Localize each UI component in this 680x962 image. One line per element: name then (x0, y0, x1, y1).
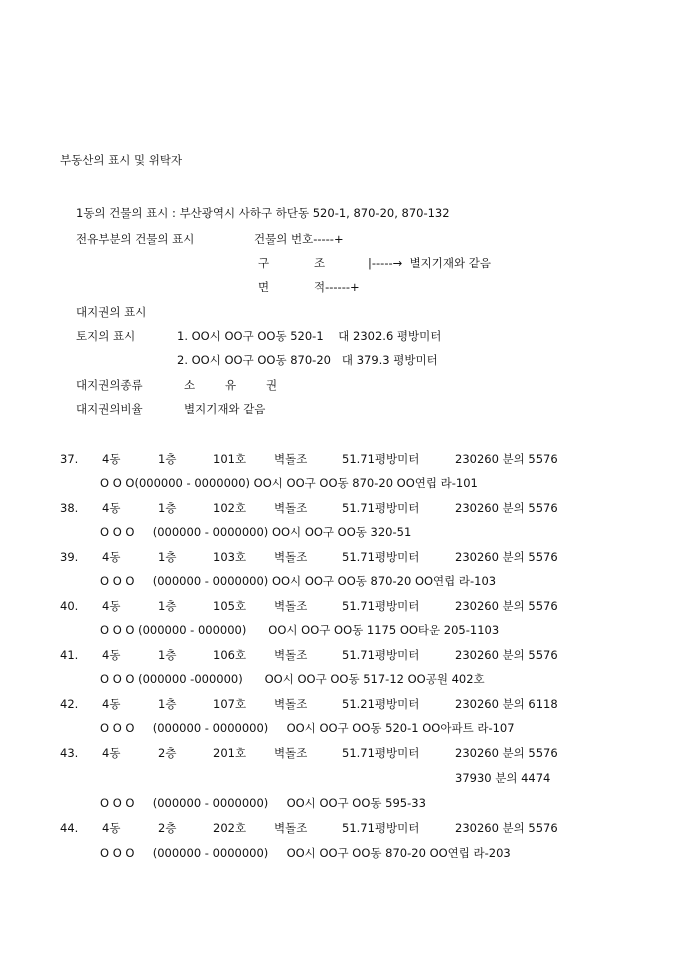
entry-owner: O O O (000000 - 0000000) OO시 OO구 OO동 320-51 (100, 525, 412, 539)
entry-share-secondary: 37930 분의 4474 (455, 771, 551, 785)
land-right-kind-char: 권 (266, 378, 278, 392)
entry-floor: 1층 (158, 452, 177, 466)
land-item: 2. OO시 OO구 OO동 870-20 대 379.3 평방미터 (177, 353, 438, 367)
entry-unit: 101호 (213, 452, 247, 466)
entry-share: 230260 분의 5576 (455, 501, 558, 515)
entry-area: 51.71평방미터 (342, 550, 420, 564)
entry-floor: 1층 (158, 501, 177, 515)
entry-owner: O O O (000000 - 000000) OO시 OO구 OO동 1175 OO타운 205-1103 (100, 623, 500, 637)
entry-structure: 벽돌조 (274, 550, 308, 564)
land-right-heading: 대지권의 표시 (76, 305, 147, 319)
entry-row (0, 501, 680, 515)
entry-unit: 102호 (213, 501, 247, 515)
entry-share: 230260 분의 5576 (455, 599, 558, 613)
entry-row (0, 550, 680, 564)
structure-label: 구 (258, 256, 270, 270)
entry-unit: 105호 (213, 599, 247, 613)
land-item: 1. OO시 OO구 OO동 520-1 대 2302.6 평방미터 (177, 329, 442, 343)
entry-dong: 4동 (102, 452, 121, 466)
entry-area: 51.71평방미터 (342, 648, 420, 662)
entry-number: 44. (60, 821, 79, 835)
entry-row (0, 697, 680, 711)
area-line: 적------+ (314, 280, 360, 294)
land-right-ratio-label: 대지권의비율 (76, 402, 143, 416)
land-right-kind-char: 유 (225, 378, 237, 392)
entry-dong: 4동 (102, 501, 121, 515)
entry-area: 51.71평방미터 (342, 746, 420, 760)
entry-row (0, 452, 680, 466)
entry-owner: O O O (000000 - 0000000) OO시 OO구 OO동 870-20 OO연립 라-103 (100, 574, 497, 588)
entry-dong: 4동 (102, 746, 121, 760)
section-title: 부동산의 표시 및 위탁자 (60, 153, 183, 167)
entry-floor: 1층 (158, 599, 177, 613)
structure-line: |-----→ 별지기재와 같음 (368, 256, 491, 270)
entry-floor: 2층 (158, 821, 177, 835)
entry-floor: 1층 (158, 648, 177, 662)
entry-owner: O O O (000000 - 0000000) OO시 OO구 OO동 520-1 OO아파트 라-107 (100, 721, 515, 735)
entry-dong: 4동 (102, 599, 121, 613)
entry-area: 51.71평방미터 (342, 501, 420, 515)
entry-number: 40. (60, 599, 79, 613)
entry-number: 37. (60, 452, 79, 466)
entry-owner: O O O (000000 - 0000000) OO시 OO구 OO동 870-20 OO연립 라-203 (100, 846, 511, 860)
entry-structure: 벽돌조 (274, 599, 308, 613)
entry-structure: 벽돌조 (274, 648, 308, 662)
entry-floor: 1층 (158, 697, 177, 711)
entry-owner: O O O (000000 - 0000000) OO시 OO구 OO동 595-33 (100, 796, 426, 810)
building-number-line: 건물의 번호-----+ (254, 232, 344, 246)
entry-row (0, 746, 680, 760)
entry-unit: 107호 (213, 697, 247, 711)
entry-row (0, 599, 680, 613)
entry-structure: 벽돌조 (274, 501, 308, 515)
entry-area: 51.71평방미터 (342, 599, 420, 613)
entry-share: 230260 분의 5576 (455, 821, 558, 835)
entry-dong: 4동 (102, 821, 121, 835)
entry-owner: O O O (000000 -000000) OO시 OO구 OO동 517-12 OO공원 402호 (100, 672, 485, 686)
land-right-kind-char: 소 (184, 378, 196, 392)
exclusive-label: 전유부분의 건물의 표시 (76, 232, 195, 246)
entry-floor: 2층 (158, 746, 177, 760)
entry-unit: 202호 (213, 821, 247, 835)
entry-share: 230260 분의 5576 (455, 452, 558, 466)
entry-structure: 벽돌조 (274, 821, 308, 835)
entry-share: 230260 분의 6118 (455, 697, 558, 711)
entry-number: 42. (60, 697, 79, 711)
entry-area: 51.71평방미터 (342, 452, 420, 466)
entry-share: 230260 분의 5576 (455, 648, 558, 662)
entry-number: 38. (60, 501, 79, 515)
entry-unit: 106호 (213, 648, 247, 662)
entry-owner: O O O(000000 - 0000000) OO시 OO구 OO동 870-20 OO연립 라-101 (100, 476, 478, 490)
land-right-kind-label: 대지권의종류 (76, 378, 143, 392)
entry-dong: 4동 (102, 648, 121, 662)
land-right-ratio-value: 별지기재와 같음 (184, 402, 266, 416)
entry-structure: 벽돌조 (274, 452, 308, 466)
entry-dong: 4동 (102, 550, 121, 564)
entry-share: 230260 분의 5576 (455, 550, 558, 564)
entry-area: 51.71평방미터 (342, 821, 420, 835)
structure-char: 조 (314, 256, 326, 270)
entry-number: 41. (60, 648, 79, 662)
entry-dong: 4동 (102, 697, 121, 711)
area-label: 면 (258, 280, 270, 294)
entry-number: 39. (60, 550, 79, 564)
entry-floor: 1층 (158, 550, 177, 564)
entry-unit: 103호 (213, 550, 247, 564)
entry-share: 230260 분의 5576 (455, 746, 558, 760)
building-line: 1동의 건물의 표시 : 부산광역시 사하구 하단동 520-1, 870-20, 870-132 (76, 206, 450, 220)
entry-unit: 201호 (213, 746, 247, 760)
land-label: 토지의 표시 (76, 329, 136, 343)
entry-area: 51.21평방미터 (342, 697, 420, 711)
entry-structure: 벽돌조 (274, 746, 308, 760)
entry-row (0, 648, 680, 662)
entry-structure: 벽돌조 (274, 697, 308, 711)
entry-row (0, 821, 680, 835)
entry-number: 43. (60, 746, 79, 760)
